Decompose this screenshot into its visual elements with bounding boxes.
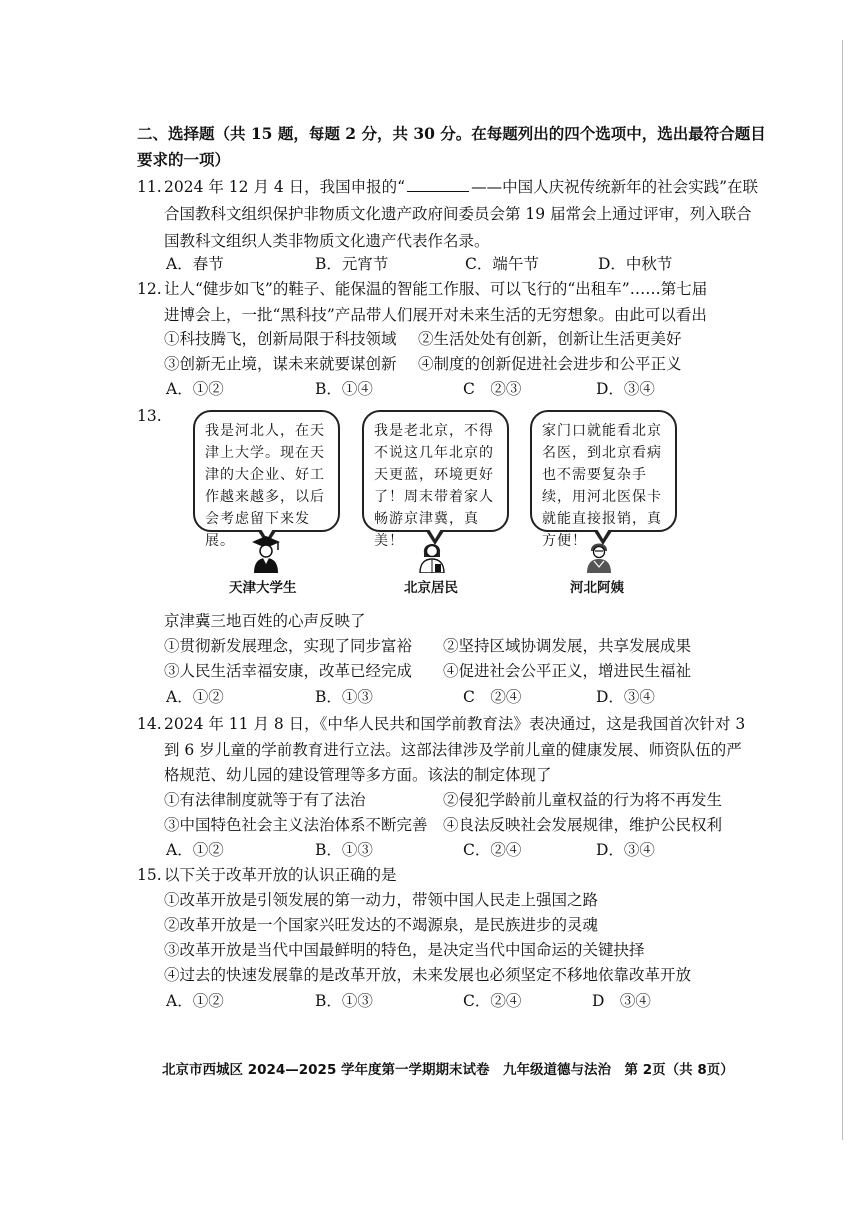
q13-option-c: C ②④ xyxy=(463,688,522,706)
q13-option-b: B．①③ xyxy=(315,688,373,706)
q14-statement-3: ③中国特色社会主义法治体系不断完善 xyxy=(164,816,428,834)
section-header-cont: 要求的一项） xyxy=(137,150,231,169)
q15-option-c: C．②④ xyxy=(463,992,522,1010)
q14-option-d: D．③④ xyxy=(596,841,655,859)
q14-number: 14. xyxy=(137,715,162,733)
q12-stem-line2: 进博会上，一批“黑科技”产品带人们展开对未来生活的无穷想象。由此可以看出 xyxy=(164,306,707,324)
speech-bubble-tianjin-student: 我是河北人，在天津上大学。现在天津的大企业、好工作越来越多，以后会考虑留下来发展。 xyxy=(193,410,340,532)
q11-option-a: A．春节 xyxy=(166,255,224,273)
q12-option-c: C ②③ xyxy=(463,380,522,398)
q12-statement-1: ①科技腾飞，创新局限于科技领域 xyxy=(164,330,397,348)
caption-beijing-resident: 北京居民 xyxy=(404,580,458,596)
q11-option-b: B．元宵节 xyxy=(315,255,389,273)
beijing-resident-figure xyxy=(415,533,449,573)
q13-statement-1: ①贯彻新发展理念，实现了同步富裕 xyxy=(164,637,413,655)
q13-number: 13. xyxy=(137,407,162,425)
q15-option-b: B．①③ xyxy=(315,992,373,1010)
q13-option-d: D．③④ xyxy=(596,688,655,706)
graduate-student-figure xyxy=(248,533,284,573)
q11-stem-line3: 国教科文组织人类非物质文化遗产代表作名录。 xyxy=(164,232,490,250)
q12-statement-4: ④制度的创新促进社会进步和公平正义 xyxy=(418,355,682,373)
q12-stem-line1: 让人“健步如飞”的鞋子、能保温的智能工作服、可以飞行的“出租车”……第七届 xyxy=(164,280,708,298)
q13-option-a: A．①② xyxy=(166,688,224,706)
q14-statement-1: ①有法律制度就等于有了法治 xyxy=(164,791,366,809)
q11-stem-line1 xyxy=(164,176,758,198)
q14-option-a: A．①② xyxy=(166,841,224,859)
q12-number: 12. xyxy=(137,280,162,298)
q15-option-a: A．①② xyxy=(166,992,224,1010)
q12-statement-3: ③创新无止境，谋未来就要谋创新 xyxy=(164,355,397,373)
q11-option-c: C．端午节 xyxy=(465,255,539,273)
q12-option-a: A．①② xyxy=(166,380,224,398)
q14-stem-line2: 到 6 岁儿童的学前教育进行立法。这部法律涉及学前儿童的健康发展、师资队伍的严 xyxy=(164,741,742,759)
caption-hebei-auntie: 河北阿姨 xyxy=(570,580,624,596)
q15-option-d: D ③④ xyxy=(592,992,651,1010)
hebei-auntie-figure xyxy=(582,533,616,573)
q12-option-d: D．③④ xyxy=(596,380,655,398)
caption-tianjin-student: 天津大学生 xyxy=(229,580,297,596)
q14-statement-2: ②侵犯学龄前儿童权益的行为将不再发生 xyxy=(443,791,723,809)
q11-stem-after: ——中国人庆祝传统新年的社会实践”在联 xyxy=(471,178,759,196)
q14-option-c: C．②④ xyxy=(463,841,522,859)
q12-option-b: B．①④ xyxy=(315,380,373,398)
q15-statement-2: ②改革开放是一个国家兴旺发达的不竭源泉，是民族进步的灵魂 xyxy=(164,916,599,934)
q15-number: 15. xyxy=(137,866,162,884)
q14-stem-line1: 2024 年 11 月 8 日，《中华人民共和国学前教育法》表决通过，这是我国首次针对 3 xyxy=(164,715,746,733)
q15-statement-3: ③改革开放是当代中国最鲜明的特色，是决定当代中国命运的关键抉择 xyxy=(164,941,645,959)
q13-stem: 京津冀三地百姓的心声反映了 xyxy=(164,612,366,630)
scan-edge-line xyxy=(842,40,843,1140)
q11-stem-before: 2024 年 12 月 4 日，我国申报的“ xyxy=(164,178,406,196)
q14-option-b: B．①③ xyxy=(315,841,373,859)
speech-bubble-hebei-auntie: 家门口就能看北京名医，到北京看病也不需要复杂手续，用河北医保卡就能直接报销，真方便！ xyxy=(530,410,677,532)
q11-stem-line2: 合国教科文组织保护非物质文化遗产政府间委员会第 19 届常会上通过评审，列入联合 xyxy=(164,205,752,223)
q13-statement-4: ④促进社会公平正义，增进民生福祉 xyxy=(443,662,692,680)
speech-bubble-beijing-resident: 我是老北京，不得不说这几年北京的天更蓝，环境更好了！周末带着家人畅游京津冀，真美！ xyxy=(362,410,509,532)
q15-statement-4: ④过去的快速发展靠的是改革开放，未来发展也必须坚定不移地依靠改革开放 xyxy=(164,966,692,984)
q11-blank xyxy=(407,177,469,192)
q11-option-d: D．中秋节 xyxy=(598,255,673,273)
q14-statement-4: ④良法反映社会发展规律，维护公民权利 xyxy=(443,816,723,834)
q12-statement-2: ②生活处处有创新，创新让生活更美好 xyxy=(418,330,682,348)
q11-number: 11. xyxy=(137,178,162,196)
q13-statement-2: ②坚持区域协调发展，共享发展成果 xyxy=(443,637,692,655)
q15-statement-1: ①改革开放是引领发展的第一动力，带领中国人民走上强国之路 xyxy=(164,891,599,909)
page-footer: 北京市西城区 2024—2025 学年度第一学期期末试卷 九年级道德与法治 第 2页（共 8页） xyxy=(162,1062,734,1078)
q15-stem: 以下关于改革开放的认识正确的是 xyxy=(164,866,397,884)
q14-stem-line3: 格规范、幼儿园的建设管理等多方面。该法的制定体现了 xyxy=(164,766,552,784)
q13-statement-3: ③人民生活幸福安康，改革已经完成 xyxy=(164,662,413,680)
section-header: 二、选择题（共 15 题，每题 2 分，共 30 分。在每题列出的四个选项中，选出最符合题目 xyxy=(137,124,766,143)
